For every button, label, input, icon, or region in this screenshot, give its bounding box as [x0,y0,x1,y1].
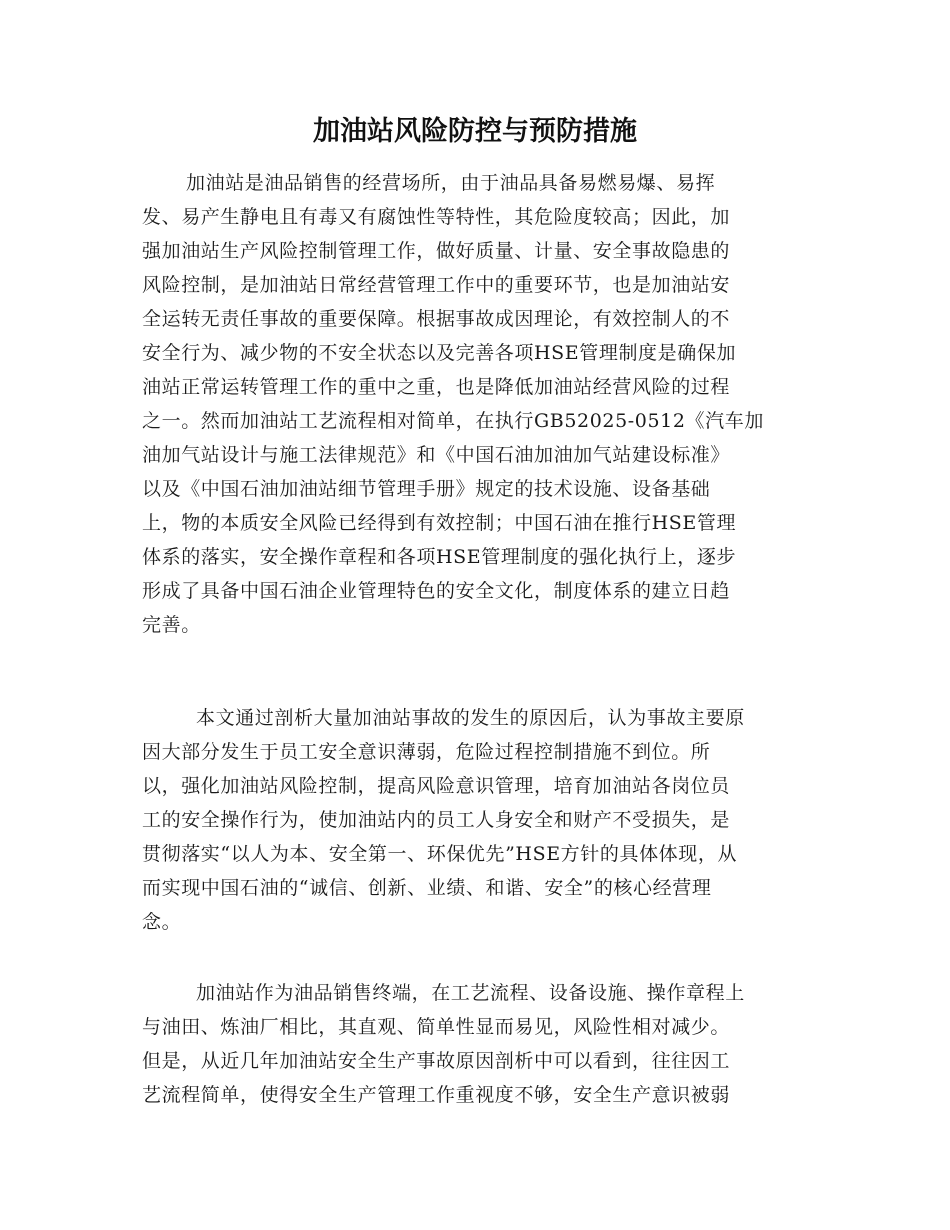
text-line: 强加油站生产风险控制管理工作，做好质量、计量、安全事故隐患的 [142,240,731,262]
text-line: 油加气站设计与施工法律规范》和《中国石油加油加气站建设标准》 [142,444,731,466]
text-line: 风险控制，是加油站日常经营管理工作中的重要环节，也是加油站安 [142,274,731,296]
text-line: 上，物的本质安全风险已经得到有效控制；中国石油在推行HSE管理 [142,512,737,534]
text-line: 贯彻落实“以人为本、安全第一、环保优先”HSE方针的具体体现，从 [142,843,738,865]
paragraph-2 [142,701,812,939]
paragraph-1 [142,166,812,642]
text-line: 以，强化加油站风险控制，提高风险意识管理，培育加油站各岗位员 [142,775,731,797]
text-line: 而实现中国石油的“诚信、创新、业绩、和谐、安全”的核心经营理 [142,877,712,899]
text-line: 以及《中国石油加油站细节管理手册》规定的技术设施、设备基础 [142,478,711,500]
text-line: 因大部分发生于员工安全意识薄弱，危险过程控制措施不到位。所 [142,741,711,763]
paragraph-3 [142,976,812,1112]
text-line: 油站正常运转管理工作的重中之重，也是降低加油站经营风险的过程 [142,376,731,398]
text-line: 加油站作为油品销售终端，在工艺流程、设备设施、操作章程上 [196,982,745,1004]
text-line: 但是，从近几年加油站安全生产事故原因剖析中可以看到，往往因工 [142,1050,731,1072]
text-line: 与油田、炼油厂相比，其直观、简单性显而易见，风险性相对减少。 [142,1016,731,1038]
text-line: 加油站是油品销售的经营场所，由于油品具备易燃易爆、易挥 [186,172,716,194]
text-line: 发、易产生静电且有毒又有腐蚀性等特性，其危险度较高；因此，加 [142,206,731,228]
text-line: 本文通过剖析大量加油站事故的发生的原因后，认为事故主要原 [196,707,745,729]
text-line: 工的安全操作行为，使加油站内的员工人身安全和财产不受损失，是 [142,809,731,831]
text-line: 艺流程简单，使得安全生产管理工作重视度不够，安全生产意识被弱 [142,1084,731,1106]
text-line: 全运转无责任事故的重要保障。根据事故成因理论，有效控制人的不 [142,308,731,330]
text-line: 安全行为、减少物的不安全状态以及完善各项HSE管理制度是确保加 [142,342,737,364]
text-line: 念。 [142,911,182,933]
document-title: 加油站风险防控与预防措施 [313,116,637,147]
text-line: 之一。然而加油站工艺流程相对简单，在执行GB52025-0512《汽车加 [142,410,764,432]
text-line: 完善。 [142,614,201,636]
text-line: 体系的落实，安全操作章程和各项HSE管理制度的强化执行上，逐步 [142,546,737,568]
text-line: 形成了具备中国石油企业管理特色的安全文化，制度体系的建立日趋 [142,580,731,602]
